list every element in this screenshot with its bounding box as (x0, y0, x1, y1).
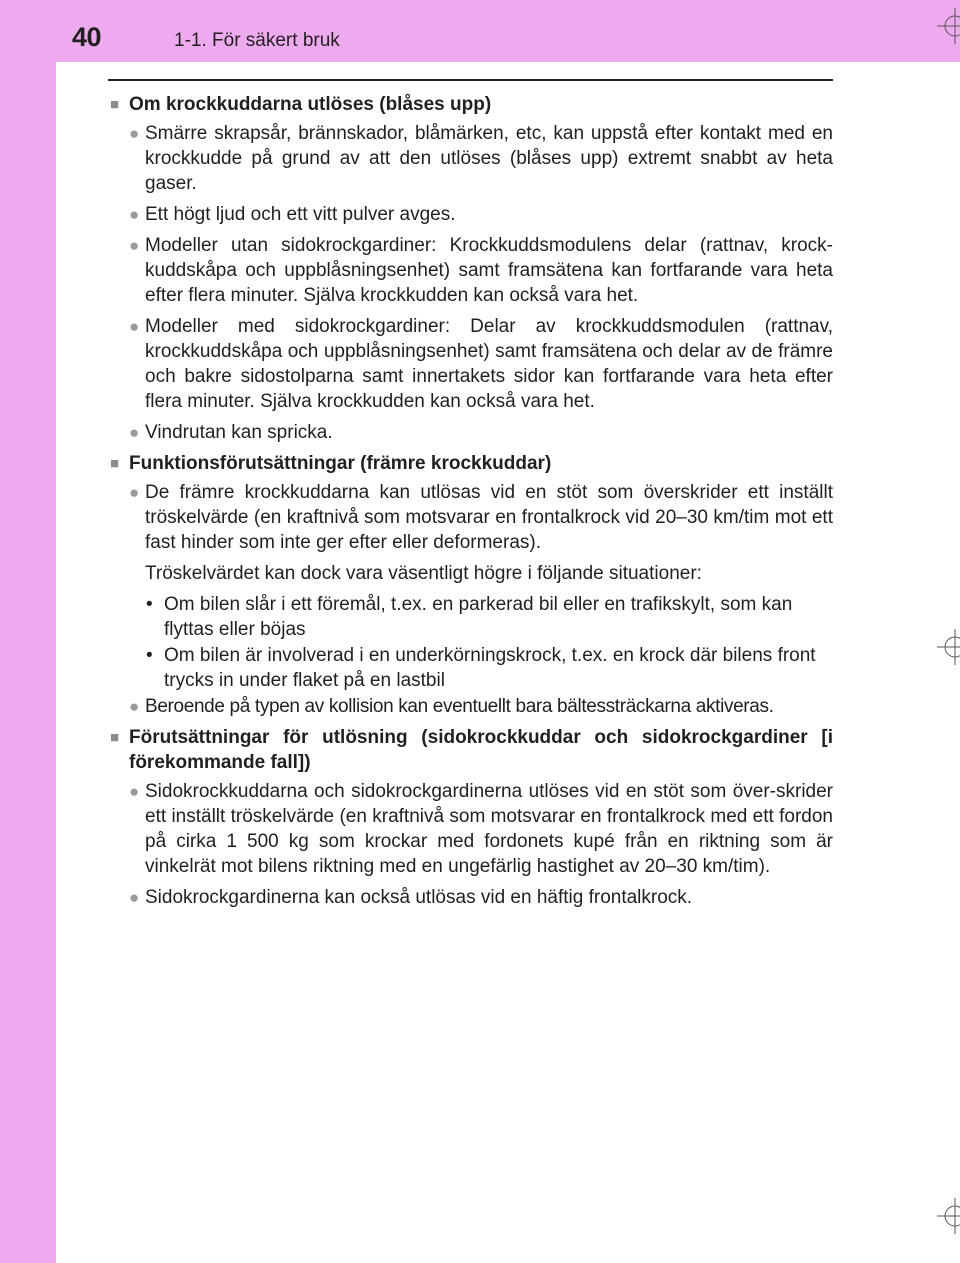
left-margin-band (0, 0, 56, 1263)
list-item (129, 885, 833, 910)
header-band (0, 0, 960, 62)
item-text: Smärre skrapsår, brännskador, blåmärken, etc, kan uppstå efter kontakt med en krockkudde på grund av att den utlöses (blåses upp) extremt snabbt av heta gaser. (145, 123, 833, 194)
item-text: Modeller med sidokrockgardiner: Delar av krockkuddsmodulen (rattnav, krockkuddskåpa och uppblåsningsenhet) samt framsätena och delar av de främre och bakre sidostolparna samt innertakets sidor kan fortfarande vara heta efter flera minuter. Själva krockkudden kan också vara het. (145, 316, 833, 412)
circle-bullet-icon: ● (129, 317, 140, 336)
page-content (110, 92, 833, 916)
header-rule (108, 79, 833, 81)
item-text: Sidokrockkuddarna och sidokrockgardinerna utlöses vid en stöt som över-skrider ett inställt tröskelvärde (en kraftnivå som motsvarar en frontalkrock med ett fordon på cirka 1 500 kg som krockar med fordonets kupé från en riktning som är vinkelrät mot bilens riktning med en ungefärlig hastighet av 20–30 km/tim). (145, 781, 833, 877)
item-text: Ett högt ljud och ett vitt pulver avges. (145, 204, 456, 225)
page-number: 40 (72, 22, 102, 52)
list-item (129, 480, 833, 555)
item-text: Beroende på typen av kollision kan eventuellt bara bältessträckarna aktiveras. (145, 696, 774, 717)
list-item (129, 694, 833, 719)
section-heading (110, 92, 833, 117)
section-title: 1-1. För säkert bruk (174, 30, 340, 51)
list-item (129, 202, 833, 227)
crop-mark-icon (935, 627, 960, 667)
square-bullet-icon: ■ (110, 729, 120, 746)
item-text: De främre krockkuddarna kan utlösas vid en stöt som överskrider ett inställt tröskelvärde (en kraftnivå som motsvarar en frontalkrock vid 20–30 km/tim mot ett fast hinder som inte ger efter eller deformeras). (145, 482, 833, 553)
item-text: Vindrutan kan spricka. (145, 422, 333, 443)
square-bullet-icon: ■ (110, 455, 120, 472)
sub-list-item (145, 643, 833, 693)
circle-bullet-icon: ● (129, 483, 140, 502)
heading-text: Förutsättningar för utlösning (sidokrockkuddar och sidokrockgardiner [i förekommande fall]) (129, 727, 833, 773)
heading-text: Om krockkuddarna utlöses (blåses upp) (129, 94, 492, 115)
list-item (129, 121, 833, 196)
circle-bullet-icon: ● (129, 423, 140, 442)
dot-bullet-icon: • (146, 645, 153, 666)
circle-bullet-icon: ● (129, 782, 140, 801)
circle-bullet-icon: ● (129, 888, 140, 907)
circle-bullet-icon: ● (129, 697, 139, 716)
circle-bullet-icon: ● (129, 124, 140, 143)
sub-item-text: Om bilen slår i ett föremål, t.ex. en parkerad bil eller en trafikskylt, som kan flyttas eller böjas (164, 594, 793, 640)
sub-item-text: Om bilen är involverad i en underkörningskrock, t.ex. en krock där bilens front trycks in under flaket på en lastbil (164, 645, 816, 691)
heading-text: Funktionsförutsättningar (främre krockkuddar) (129, 453, 552, 474)
crop-mark-icon (935, 6, 960, 46)
item-text: Sidokrockgardinerna kan också utlösas vid en häftig frontalkrock. (145, 887, 693, 908)
list-item (129, 233, 833, 308)
crop-mark-icon (935, 1196, 960, 1236)
square-bullet-icon: ■ (110, 96, 120, 113)
circle-bullet-icon: ● (129, 236, 140, 255)
item-text: Modeller utan sidokrockgardiner: Krockkuddsmodulens delar (rattnav, krock-kuddskåpa och uppblåsningsenhet) samt framsätena kan fortfarande vara heta efter flera minuter. Själva krockkudden kan också vara het. (145, 235, 833, 306)
list-item (129, 779, 833, 879)
sub-list-item (145, 592, 833, 642)
list-item (129, 420, 833, 445)
list-item (129, 314, 833, 414)
dot-bullet-icon: • (146, 594, 153, 615)
section-heading (110, 451, 833, 476)
paragraph: Tröskelvärdet kan dock vara väsentligt högre i följande situationer: (145, 563, 702, 584)
section-heading (110, 725, 833, 775)
circle-bullet-icon: ● (129, 205, 140, 224)
